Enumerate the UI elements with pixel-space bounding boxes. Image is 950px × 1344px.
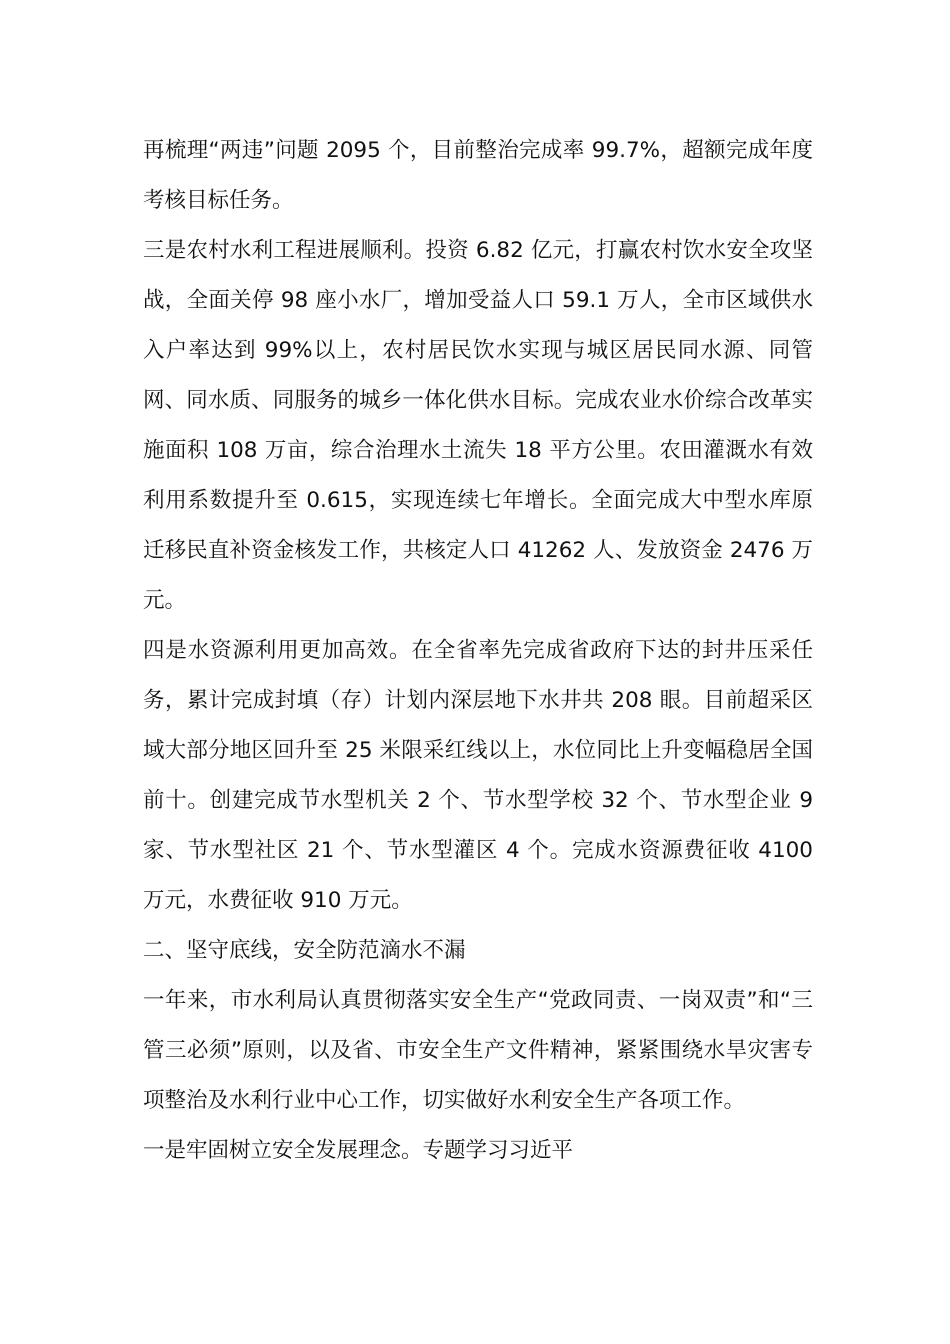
paragraph-safety-development-concept: 一是牢固树立安全发展理念。专题学习习近平	[143, 1138, 574, 1163]
document-body	[143, 126, 813, 1176]
paragraph-safety-overview: 一年来，市水利局认真贯彻落实安全生产“党政同责、一岗双责”和“三管三必须”原则，以及省、市安全生产文件精神，紧紧围绕水旱灾害专项整治及水利行业中心工作，切实做好水利安全生产各项工作。	[143, 988, 813, 1113]
paragraph-water-resource-efficiency: 四是水资源利用更加高效。在全省率先完成省政府下达的封井压采任务，累计完成封填（存）计划内深层地下水井共 208 眼。目前超采区域大部分地区回升至 25 米限采红线以上，水位同比上升变幅稳居全国前十。创建完成节水型机关 2 个、节水型学校 32 个、节水型企业 9 家、节水型社区 21 个、节水型灌区 4 个。完成水资源费征收 4100 万元，水费征收 910 万元。	[143, 638, 813, 913]
paragraph-rural-water-projects: 三是农村水利工程进展顺利。投资 6.82 亿元，打赢农村饮水安全攻坚战，全面关停 98 座小水厂，增加受益人口 59.1 万人，全市区域供水入户率达到 99%以上，农村居民饮水实现与城区居民同水源、同管网、同水质、同服务的城乡一体化供水目标。完成农业水价综合改革实施面积 108 万亩，综合治理水土流失 18 平方公里。农田灌溉水有效利用系数提升至 0.615，实现连续七年增长。全面完成大中型水库原迁移民直补资金核发工作，共核定人口 41262 人、发放资金 2476 万元。	[143, 238, 813, 613]
section-heading-safety: 二、坚守底线，安全防范滴水不漏	[143, 938, 466, 963]
paragraph-two-violations-rectification: 再梳理“两违”问题 2095 个，目前整治完成率 99.7%，超额完成年度考核目标任务。	[143, 138, 813, 213]
